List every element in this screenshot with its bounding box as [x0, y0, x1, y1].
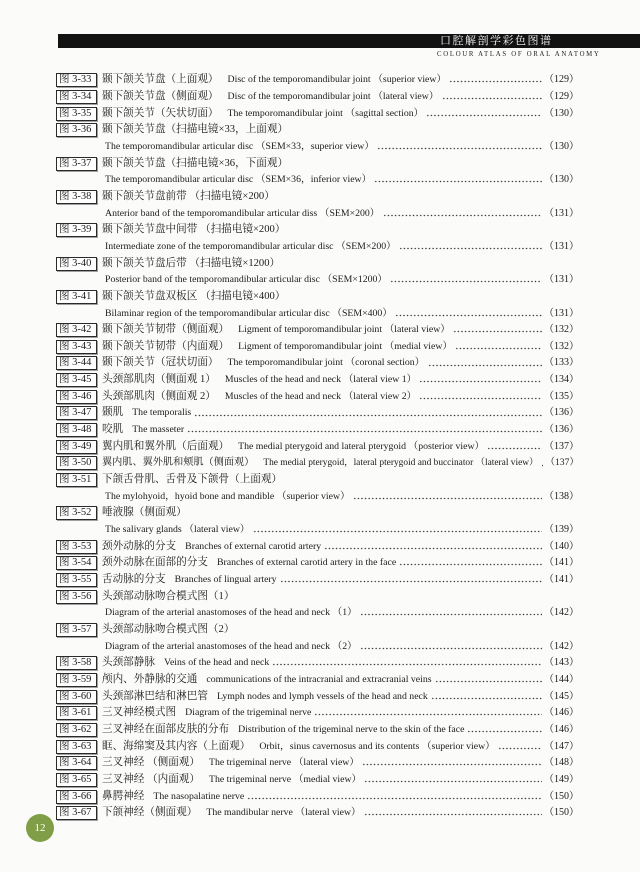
page-reference: （129）	[544, 74, 579, 86]
figure-number-box: 图 3-54	[56, 556, 97, 570]
figure-entry-row	[56, 772, 579, 789]
page-reference: （147）	[544, 740, 579, 752]
chinese-caption: 下颌舌骨肌、舌骨及下颌骨（上面观）	[102, 474, 283, 486]
dot-leader	[360, 638, 542, 655]
entry-text	[102, 705, 579, 722]
figure-entry-continuation-row	[56, 205, 579, 222]
chinese-caption: 颅内、外静脉的交通	[102, 673, 198, 685]
figure-entry-row	[56, 805, 579, 822]
entry-text	[105, 239, 579, 256]
figure-entry-row	[56, 388, 579, 405]
english-caption: Branches of lingual artery	[174, 574, 277, 586]
page-reference: （143）	[544, 657, 579, 669]
entry-text	[102, 622, 579, 639]
figure-entry-row	[56, 622, 579, 639]
page-reference: （135）	[544, 390, 579, 402]
figure-number-box: 图 3-49	[56, 440, 97, 454]
chinese-caption: 头颈部动脉吻合模式图（1）	[102, 590, 235, 602]
page-reference: （138）	[544, 490, 579, 502]
dot-leader	[272, 655, 542, 672]
figure-number-box: 图 3-45	[56, 373, 97, 387]
figure-number-box: 图 3-39	[56, 223, 97, 237]
figure-entry-row	[56, 189, 579, 206]
figure-number-box: 图 3-52	[56, 506, 97, 520]
entry-text	[102, 189, 579, 206]
dot-leader	[194, 405, 542, 422]
chinese-caption: 颈外动脉的分支	[102, 540, 177, 552]
figure-number-box: 图 3-48	[56, 423, 97, 437]
figure-entry-row	[56, 405, 579, 422]
page-reference: （146）	[544, 723, 579, 735]
chinese-caption: 颞肌	[102, 407, 124, 419]
dot-leader	[399, 555, 542, 572]
entry-text	[102, 738, 579, 755]
figure-number-box: 图 3-41	[56, 290, 97, 304]
page-reference: （131）	[544, 240, 579, 252]
figure-number-box: 图 3-51	[56, 473, 97, 487]
figure-number-box: 图 3-63	[56, 740, 97, 754]
figure-entry-row	[56, 788, 579, 805]
figure-number-box: 图 3-67	[56, 806, 97, 820]
continuation-indent	[56, 313, 105, 314]
english-caption: Posterior band of the temporomandibular articular disc （SEM×1200）	[105, 274, 388, 286]
english-caption: The temporomandibular joint （sagittal section）	[227, 107, 424, 119]
english-caption: Disc of the temporomandibular joint （superior view）	[227, 74, 447, 86]
figure-entry-continuation-row	[56, 239, 579, 256]
figure-number-box: 图 3-62	[56, 723, 97, 737]
english-caption: Intermediate zone of the temporomandibular articular disc （SEM×200）	[105, 240, 396, 252]
page-number-badge: 12	[26, 814, 54, 842]
figure-entry-row	[56, 372, 579, 389]
page-reference: （131）	[544, 274, 579, 286]
dot-leader	[426, 105, 542, 122]
dot-leader	[428, 355, 542, 372]
chinese-caption: 颞下颌关节盘前带 （扫描电镜×200）	[102, 190, 275, 202]
entry-text	[105, 172, 579, 189]
figure-list	[56, 72, 579, 822]
page-reference: （130）	[544, 140, 579, 152]
figure-number-box: 图 3-37	[56, 157, 97, 171]
figure-number-box: 图 3-35	[56, 107, 97, 121]
dot-leader	[314, 705, 542, 722]
dot-leader	[390, 272, 542, 289]
english-caption: The medial pterygoid，lateral pterygoid and buccinator （lateral view）	[263, 458, 539, 469]
english-caption: Diagram of the arterial anastomoses of the head and neck （1）	[105, 607, 357, 619]
figure-entry-row	[56, 255, 579, 272]
figure-number-box: 图 3-64	[56, 756, 97, 770]
chinese-caption: 颞下颌关节盘（扫描电镜×33，上面观）	[102, 124, 289, 136]
figure-entry-continuation-row	[56, 272, 579, 289]
english-caption: Muscles of the head and neck （lateral view 1）	[224, 374, 417, 386]
chinese-caption: 翼内肌、翼外肌和颊肌（侧面观）	[102, 457, 255, 469]
english-caption: Distribution of the trigeminal nerve to the skin of the face	[238, 723, 465, 735]
entry-text	[102, 805, 579, 822]
figure-entry-continuation-row	[56, 522, 579, 539]
dot-leader	[360, 605, 542, 622]
entry-text	[102, 538, 579, 555]
chinese-caption: 头颈部动脉吻合模式图（2）	[102, 623, 235, 635]
entry-text	[102, 105, 579, 122]
page-reference: （132）	[544, 324, 579, 336]
figure-entry-row	[56, 89, 579, 106]
chinese-caption: 颞下颌关节韧带（内面观）	[102, 340, 230, 352]
page-reference: （140）	[544, 540, 579, 552]
figure-entry-row	[56, 538, 579, 555]
english-caption: Diagram of the trigeminal nerve	[185, 707, 312, 719]
dot-leader	[442, 89, 542, 106]
entry-text	[102, 289, 579, 306]
continuation-indent	[56, 146, 105, 147]
dot-leader	[280, 572, 542, 589]
entry-text	[102, 688, 579, 705]
english-caption: The mandibular nerve （lateral view）	[206, 807, 361, 819]
dot-leader	[383, 205, 542, 222]
figure-number-box: 图 3-65	[56, 773, 97, 787]
entry-text	[102, 588, 579, 605]
dot-leader	[187, 422, 542, 439]
figure-entry-row	[56, 122, 579, 139]
chinese-caption: 颞下颌关节盘（扫描电镜×36，下面观）	[102, 157, 289, 169]
english-caption: The temporomandibular articular disc （SEM×36，inferior view）	[105, 174, 372, 186]
entry-text	[102, 405, 579, 422]
continuation-indent	[56, 646, 105, 647]
dot-leader	[374, 172, 542, 189]
chinese-caption: 三叉神经 （内面观）	[102, 773, 200, 785]
entry-text	[105, 139, 579, 156]
chinese-caption: 头颈部肌肉（侧面观 1）	[102, 374, 216, 386]
english-caption: The nasopalatine nerve	[153, 790, 245, 802]
figure-number-box: 图 3-61	[56, 706, 97, 720]
continuation-indent	[56, 496, 105, 497]
figure-number-box: 图 3-44	[56, 356, 97, 370]
chinese-caption: 翼内肌和翼外肌（后面观）	[102, 440, 230, 452]
english-caption: The temporomandibular articular disc （SEM×33，superior view）	[105, 140, 375, 152]
chinese-caption: 颞下颌关节盘（上面观）	[102, 74, 219, 86]
entry-text	[102, 89, 579, 106]
figure-number-box: 图 3-40	[56, 257, 97, 271]
entry-text	[102, 388, 579, 405]
figure-number-box: 图 3-43	[56, 340, 97, 354]
entry-text	[102, 505, 579, 522]
figure-entry-continuation-row	[56, 172, 579, 189]
figure-number-box: 图 3-60	[56, 690, 97, 704]
figure-number-box: 图 3-59	[56, 673, 97, 687]
english-caption: Ligment of temporomandibular joint （medial view）	[238, 340, 453, 352]
figure-number-box: 图 3-56	[56, 590, 97, 604]
english-caption: Bilaminar region of the temporomandibular articular disc （SEM×400）	[105, 307, 393, 319]
figure-number-box: 图 3-46	[56, 390, 97, 404]
english-caption: The trigeminal nerve （lateral view）	[209, 757, 360, 769]
chinese-caption: 咬肌	[102, 424, 124, 436]
entry-text	[102, 672, 579, 689]
page-reference: （130）	[544, 174, 579, 186]
figure-entry-row	[56, 355, 579, 372]
entry-text	[102, 555, 579, 572]
entry-text	[102, 155, 579, 172]
entry-text	[105, 272, 579, 289]
dot-leader	[377, 139, 542, 156]
dot-leader	[364, 772, 542, 789]
entry-text	[105, 488, 579, 505]
entry-text	[102, 72, 579, 89]
figure-entry-continuation-row	[56, 605, 579, 622]
entry-text	[102, 222, 579, 239]
figure-number-box: 图 3-55	[56, 573, 97, 587]
figure-entry-continuation-row	[56, 488, 579, 505]
dot-leader	[353, 488, 542, 505]
chinese-caption: 颞下颌关节盘（侧面观）	[102, 90, 219, 102]
figure-number-box: 图 3-34	[56, 90, 97, 104]
english-caption: The medial pterygoid and lateral pterygoid （posterior view）	[238, 440, 485, 452]
english-caption: The masseter	[132, 424, 185, 436]
figure-entry-row	[56, 572, 579, 589]
figure-entry-row	[56, 339, 579, 356]
figure-number-box: 图 3-33	[56, 73, 97, 87]
entry-text	[102, 255, 579, 272]
dot-leader	[467, 722, 542, 739]
chinese-caption: 三叉神经模式图	[102, 707, 177, 719]
english-caption: The mylohyoid，hyoid bone and mandible （superior view）	[105, 490, 350, 502]
entry-text	[105, 605, 579, 622]
continuation-indent	[56, 280, 105, 281]
chinese-caption: 头颈部静脉	[102, 657, 155, 669]
chinese-caption: 下颌神经（侧面观）	[102, 807, 198, 819]
page-reference: （142）	[544, 640, 579, 652]
page-reference: （132）	[544, 340, 579, 352]
entry-text	[102, 472, 579, 489]
entry-text	[102, 655, 579, 672]
page-reference: （144）	[544, 673, 579, 685]
dot-leader	[449, 72, 542, 89]
figure-entry-row	[56, 105, 579, 122]
entry-text	[105, 305, 579, 322]
entry-text	[102, 438, 579, 455]
english-caption: The trigeminal nerve （medial view）	[209, 773, 362, 785]
figure-number-box: 图 3-36	[56, 123, 97, 137]
figure-entry-row	[56, 755, 579, 772]
dot-leader	[455, 339, 542, 356]
figure-number-box: 图 3-42	[56, 323, 97, 337]
dot-leader	[364, 805, 542, 822]
page-reference: （141）	[544, 557, 579, 569]
english-caption: communications of the intracranial and extracranial veins	[206, 673, 432, 685]
figure-entry-row	[56, 688, 579, 705]
page-reference: （137）	[544, 440, 579, 452]
entry-text	[102, 772, 579, 789]
entry-text	[102, 322, 579, 339]
dot-leader	[419, 372, 542, 389]
page-reference: （145）	[544, 690, 579, 702]
entry-text	[102, 572, 579, 589]
figure-entry-row	[56, 655, 579, 672]
figure-number-box: 图 3-58	[56, 656, 97, 670]
chinese-caption: 颞下颌关节（矢状切面）	[102, 107, 219, 119]
entry-text	[105, 205, 579, 222]
page-reference: （131）	[544, 207, 579, 219]
entry-text	[102, 422, 579, 439]
page-reference: （134）	[544, 374, 579, 386]
figure-entry-row	[56, 155, 579, 172]
figure-entry-row	[56, 289, 579, 306]
page-reference: （141）	[544, 574, 579, 586]
figure-entry-continuation-row	[56, 638, 579, 655]
entry-text	[102, 722, 579, 739]
figure-entry-row	[56, 322, 579, 339]
english-caption: Ligment of temporomandibular joint （lateral view）	[238, 324, 451, 336]
figure-number-box: 图 3-47	[56, 406, 97, 420]
chinese-caption: 眶、海绵窦及其内容（上面观）	[102, 740, 251, 752]
entry-text	[102, 355, 579, 372]
entry-text	[105, 522, 579, 539]
figure-entry-continuation-row	[56, 139, 579, 156]
entry-text	[102, 755, 579, 772]
page-reference: （139）	[544, 524, 579, 536]
figure-number-box: 图 3-57	[56, 623, 97, 637]
chinese-caption: 三叉神经 （侧面观）	[102, 757, 200, 769]
dot-leader	[399, 239, 542, 256]
english-caption: Anterior band of the temporomandibular articular diss （SEM×200）	[105, 207, 380, 219]
book-title-english: COLOUR ATLAS OF ORAL ANATOMY	[437, 51, 601, 58]
figure-entry-row	[56, 705, 579, 722]
continuation-indent	[56, 613, 105, 614]
entry-text	[102, 339, 579, 356]
chinese-caption: 头颈部肌肉（侧面观 2）	[102, 390, 216, 402]
figure-entry-continuation-row	[56, 305, 579, 322]
figure-entry-row	[56, 722, 579, 739]
continuation-indent	[56, 213, 105, 214]
dot-leader	[253, 522, 542, 539]
continuation-indent	[56, 180, 105, 181]
chinese-caption: 颞下颌关节（冠状切面）	[102, 357, 219, 369]
figure-entry-row	[56, 72, 579, 89]
english-caption: Veins of the head and neck	[163, 657, 270, 669]
book-title-chinese: 口腔解剖学彩色图谱	[440, 34, 553, 47]
page-reference: （136）	[544, 407, 579, 419]
english-caption: The salivary glands （lateral view）	[105, 524, 250, 536]
english-caption: Orbit，sinus cavernosus and its contents （superior view）	[259, 740, 495, 752]
dot-leader	[247, 788, 542, 805]
chinese-caption: 颞下颌关节韧带（侧面观）	[102, 324, 230, 336]
english-caption: The temporomandibular joint （coronal section）	[227, 357, 425, 369]
entry-text	[102, 788, 579, 805]
page-reference: （146）	[544, 707, 579, 719]
dot-leader	[431, 688, 542, 705]
page-reference: （150）	[544, 790, 579, 802]
dot-leader	[435, 672, 542, 689]
page-reference: （150）	[544, 807, 579, 819]
page-reference: （133）	[544, 357, 579, 369]
figure-entry-row	[56, 222, 579, 239]
entry-text	[105, 638, 579, 655]
figure-entry-row	[56, 555, 579, 572]
chinese-caption: 颈外动脉在面部的分支	[102, 557, 208, 569]
page-reference: （137）	[545, 457, 579, 469]
chinese-caption: 鼻腭神经	[102, 790, 145, 802]
dot-leader	[324, 538, 542, 555]
chinese-caption: 颞下颌关节盘中间带 （扫描电镜×200）	[102, 224, 286, 236]
figure-number-box: 图 3-38	[56, 190, 97, 204]
english-caption: Diagram of the arterial anastomoses of the head and neck （2）	[105, 640, 357, 652]
entry-text	[102, 455, 579, 472]
page-reference: （129）	[544, 90, 579, 102]
figure-entry-row	[56, 588, 579, 605]
english-caption: The temporalis	[132, 407, 192, 419]
figure-entry-row	[56, 455, 579, 472]
page-reference: （142）	[544, 607, 579, 619]
page-reference: （148）	[544, 757, 579, 769]
english-caption: Muscles of the head and neck （lateral view 2）	[224, 390, 417, 402]
chinese-caption: 唾液腺（侧面观）	[102, 507, 187, 519]
page-reference: （136）	[544, 424, 579, 436]
dot-leader	[487, 438, 542, 455]
running-header-bar	[58, 34, 640, 48]
figure-entry-row	[56, 438, 579, 455]
continuation-indent	[56, 530, 105, 531]
dot-leader	[541, 455, 543, 472]
dot-leader	[395, 305, 542, 322]
chinese-caption: 舌动脉的分支	[102, 574, 166, 586]
figure-entry-row	[56, 472, 579, 489]
english-caption: Disc of the temporomandibular joint （lateral view）	[227, 90, 439, 102]
figure-entry-row	[56, 422, 579, 439]
figure-entry-row	[56, 505, 579, 522]
chinese-caption: 三叉神经在面部皮肤的分布	[102, 723, 230, 735]
chinese-caption: 头颈部淋巴结和淋巴管	[102, 690, 208, 702]
dot-leader	[453, 322, 542, 339]
dot-leader	[498, 738, 542, 755]
figure-number-box: 图 3-66	[56, 790, 97, 804]
page-reference: （130）	[544, 107, 579, 119]
dot-leader	[362, 755, 542, 772]
figure-number-box: 图 3-53	[56, 540, 97, 554]
dot-leader	[419, 388, 542, 405]
page-reference: （149）	[544, 773, 579, 785]
continuation-indent	[56, 246, 105, 247]
page-reference: （131）	[544, 307, 579, 319]
chinese-caption: 颞下颌关节盘后带 （扫描电镜×1200）	[102, 257, 281, 269]
figure-entry-row	[56, 672, 579, 689]
chinese-caption: 颞下颌关节盘双板区 （扫描电镜×400）	[102, 290, 286, 302]
entry-text	[102, 122, 579, 139]
english-caption: Branches of external carotid artery in the face	[216, 557, 397, 569]
figure-entry-row	[56, 738, 579, 755]
entry-text	[102, 372, 579, 389]
english-caption: Lymph nodes and lymph vessels of the head and neck	[216, 690, 428, 702]
english-caption: Branches of external carotid artery	[185, 540, 322, 552]
figure-number-box: 图 3-50	[56, 456, 97, 470]
